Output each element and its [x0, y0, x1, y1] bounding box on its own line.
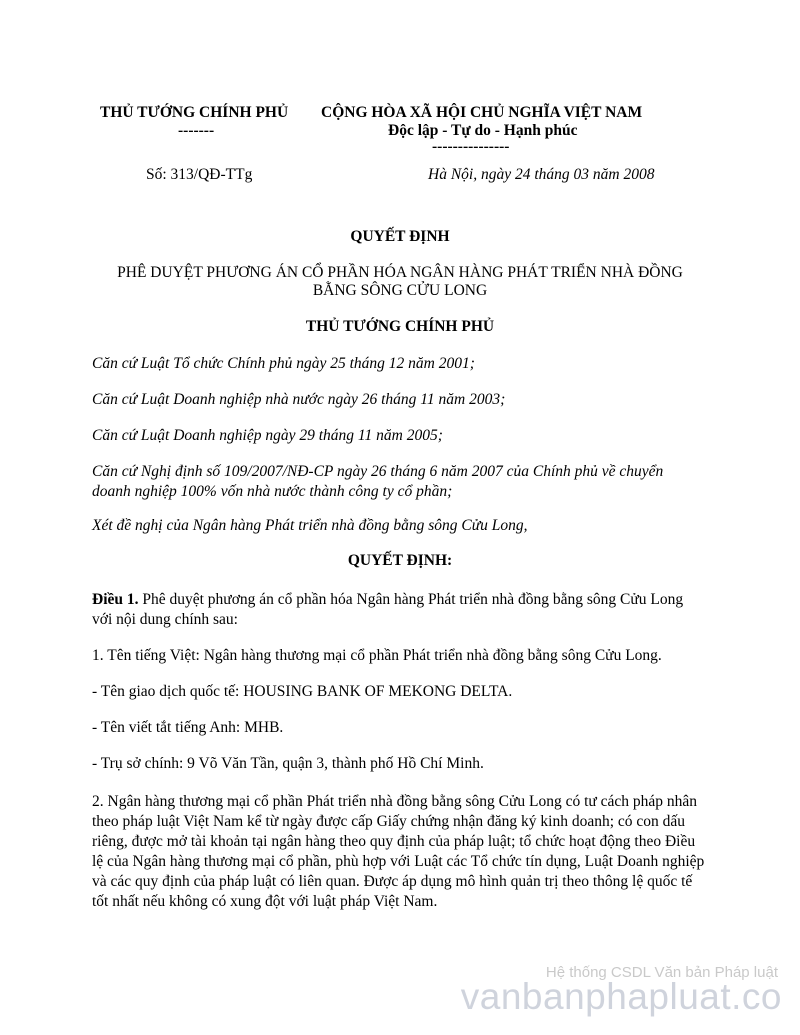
article-1-label: Điều 1.: [92, 591, 139, 608]
place-date: Hà Nội, ngày 24 tháng 03 năm 2008: [428, 166, 655, 183]
watermark-site: vanbanphapluat.co: [460, 976, 782, 1017]
article-1: [92, 590, 692, 630]
article-item: - Trụ sở chính: 9 Võ Văn Tần, quận 3, thành phố Hồ Chí Minh.: [92, 755, 484, 772]
nation-motto: Độc lập - Tự do - Hạnh phúc: [388, 122, 578, 139]
authority-heading: THỦ TƯỚNG CHÍNH PHỦ: [305, 318, 495, 335]
preamble-item: Căn cứ Luật Doanh nghiệp nhà nước ngày 26 tháng 11 năm 2003;: [92, 391, 506, 408]
preamble-item: Căn cứ Luật Tổ chức Chính phủ ngày 25 tháng 12 năm 2001;: [92, 355, 475, 372]
article-item: 1. Tên tiếng Việt: Ngân hàng thương mại cổ phần Phát triển nhà đồng bằng sông Cửu Long.: [92, 647, 662, 664]
article-item: - Tên giao dịch quốc tế: HOUSING BANK OF MEKONG DELTA.: [92, 683, 513, 700]
preamble-item: Xét đề nghị của Ngân hàng Phát triển nhà đồng bằng sông Cửu Long,: [92, 517, 528, 534]
article-1-text: Phê duyệt phương án cổ phần hóa Ngân hàng Phát triển nhà đồng bằng sông Cửu Long với nội dung chính sau:: [92, 591, 684, 628]
decision-heading: QUYẾT ĐỊNH:: [347, 552, 453, 569]
subject-line-2: BẰNG SÔNG CỬU LONG: [312, 282, 488, 299]
nation-name: CỘNG HÒA XÃ HỘI CHỦ NGHĨA VIỆT NAM: [321, 104, 643, 121]
subject-line-1: PHÊ DUYỆT PHƯƠNG ÁN CỔ PHẦN HÓA NGÂN HÀNG PHÁT TRIỂN NHÀ ĐỒNG: [117, 264, 683, 281]
motto-rule: ---------------: [432, 138, 510, 155]
watermark-caption: Hệ thống CSDL Văn bản Pháp luật: [545, 964, 778, 981]
document-number: Số: 313/QĐ-TTg: [146, 166, 253, 183]
issuer-name: THỦ TƯỚNG CHÍNH PHỦ: [100, 104, 289, 121]
preamble-item: Căn cứ Luật Doanh nghiệp ngày 29 tháng 11 năm 2005;: [92, 427, 443, 444]
issuer-rule: -------: [178, 122, 215, 139]
article-item: 2. Ngân hàng thương mại cổ phần Phát triển nhà đồng bằng sông Cửu Long có tư cách pháp nhân theo pháp luật Việt Nam kể từ ngày được cấp Giấy chứng nhận đăng ký kinh doanh; có con dấu riêng, được mở tài khoản tại ngân hàng theo quy định của pháp luật; tổ chức hoạt động theo Điều lệ của Ngân hàng thương mại cổ phần, phù hợp với Luật các Tổ chức tín dụng, Luật Doanh nghiệp và các quy định của pháp luật có liên quan. Được áp dụng mô hình quản trị theo thông lệ quốc tế tốt nhất nếu không có xung đột với luật pháp Việt Nam.: [92, 793, 705, 910]
preamble-item: Căn cứ Nghị định số 109/2007/NĐ-CP ngày 26 tháng 6 năm 2007 của Chính phủ về chuyển doanh nghiệp 100% vốn nhà nước thành công ty cổ phần;: [92, 463, 664, 500]
document-type-title: QUYẾT ĐỊNH: [350, 228, 450, 245]
article-item: - Tên viết tắt tiếng Anh: MHB.: [92, 719, 284, 736]
